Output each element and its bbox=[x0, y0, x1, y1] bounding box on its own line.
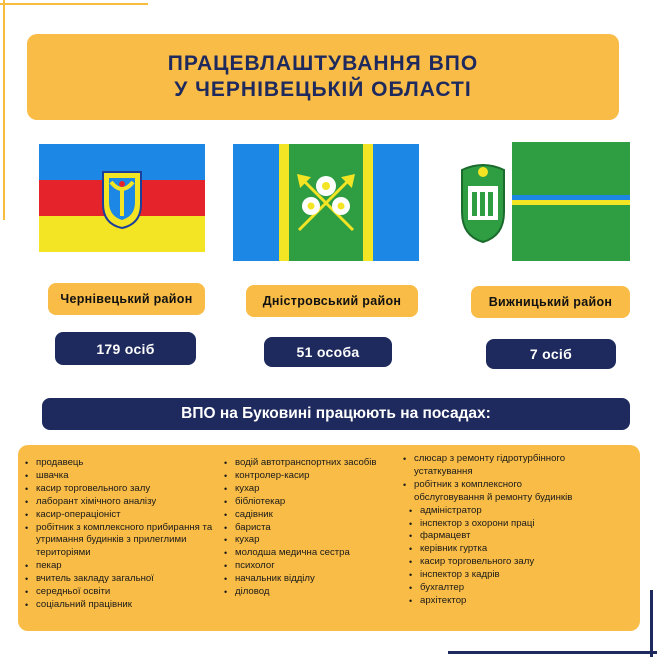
district-label-vyzhnytsia: Вижницький район bbox=[471, 286, 630, 318]
title-box bbox=[27, 34, 619, 120]
list-item: • касир торговельного залу bbox=[24, 483, 220, 496]
coat-of-arms-icon bbox=[103, 172, 141, 228]
list-item: • бухгалтер bbox=[408, 582, 592, 595]
page-title-line2: У ЧЕРНІВЕЦЬКІЙ ОБЛАСТІ bbox=[174, 78, 472, 101]
corner-line-left bbox=[3, 0, 5, 220]
count-dnistrovskyi: 51 особа bbox=[264, 337, 392, 367]
count-vyzhnytsia: 7 осіб bbox=[486, 339, 616, 369]
list-item: • лаборант хімічного аналізу bbox=[24, 496, 220, 509]
list-item: • касир-операціоніст bbox=[24, 509, 220, 522]
coat-of-arms-icon bbox=[462, 165, 504, 242]
list-item: • діловод bbox=[223, 586, 398, 599]
district-label-dnistrovskyi: Дністровський район bbox=[246, 285, 418, 317]
list-item: • контролер-касир bbox=[223, 470, 398, 483]
list-item: • кухар bbox=[223, 534, 398, 547]
positions-column-1 bbox=[24, 457, 220, 612]
list-item: • соціальний працівник bbox=[24, 599, 220, 612]
list-item: • пекар bbox=[24, 560, 220, 573]
list-item: • слюсар з ремонту гідротурбінного устаткування bbox=[402, 453, 592, 479]
list-item: • молодша медична сестра bbox=[223, 547, 398, 560]
corner-line-right bbox=[650, 590, 653, 657]
positions-banner: ВПО на Буковині працюють на посадах: bbox=[42, 398, 630, 430]
district-label-chernivtsi: Чернівецький район bbox=[48, 283, 205, 315]
list-item: • керівник гуртка bbox=[408, 543, 592, 556]
positions-column-3 bbox=[402, 453, 592, 608]
list-item: • начальник відділу bbox=[223, 573, 398, 586]
list-item: • садівник bbox=[223, 509, 398, 522]
list-item: • робітник з комплексного обслуговування й ремонту будинків bbox=[402, 479, 592, 505]
list-item: • архітектор bbox=[408, 595, 592, 608]
corner-line-bottom bbox=[448, 651, 657, 654]
list-item: • психолог bbox=[223, 560, 398, 573]
list-item: • касир торговельного залу bbox=[408, 556, 592, 569]
dnistrovskyi-flag bbox=[233, 144, 419, 261]
list-item: • швачка bbox=[24, 470, 220, 483]
list-item: • бариста bbox=[223, 522, 398, 535]
page-title-line1: ПРАЦЕВЛАШТУВАННЯ ВПО bbox=[167, 52, 479, 75]
positions-column-2 bbox=[223, 457, 398, 599]
list-item: • вчитель закладу загальної bbox=[24, 573, 220, 586]
chernivtsi-flag bbox=[39, 144, 205, 252]
list-item: • робітник з комплексного прибирання та утримання будинків з прилеглими територіями bbox=[24, 522, 220, 561]
list-item: • середньої освіти bbox=[24, 586, 220, 599]
list-item: • кухар bbox=[223, 483, 398, 496]
list-item: • бібліотекар bbox=[223, 496, 398, 509]
list-item: • інспектор з кадрів bbox=[408, 569, 592, 582]
list-item: • водій автотранспортних засобів bbox=[223, 457, 398, 470]
corner-line-top bbox=[0, 3, 148, 5]
list-item: • фармацевт bbox=[408, 530, 592, 543]
vyzhnytsia-flag bbox=[454, 142, 630, 261]
list-item: • адміністратор bbox=[408, 505, 592, 518]
list-item: • продавець bbox=[24, 457, 220, 470]
count-chernivtsi: 179 осіб bbox=[55, 332, 196, 365]
list-item: • інспектор з охорони праці bbox=[408, 518, 592, 531]
